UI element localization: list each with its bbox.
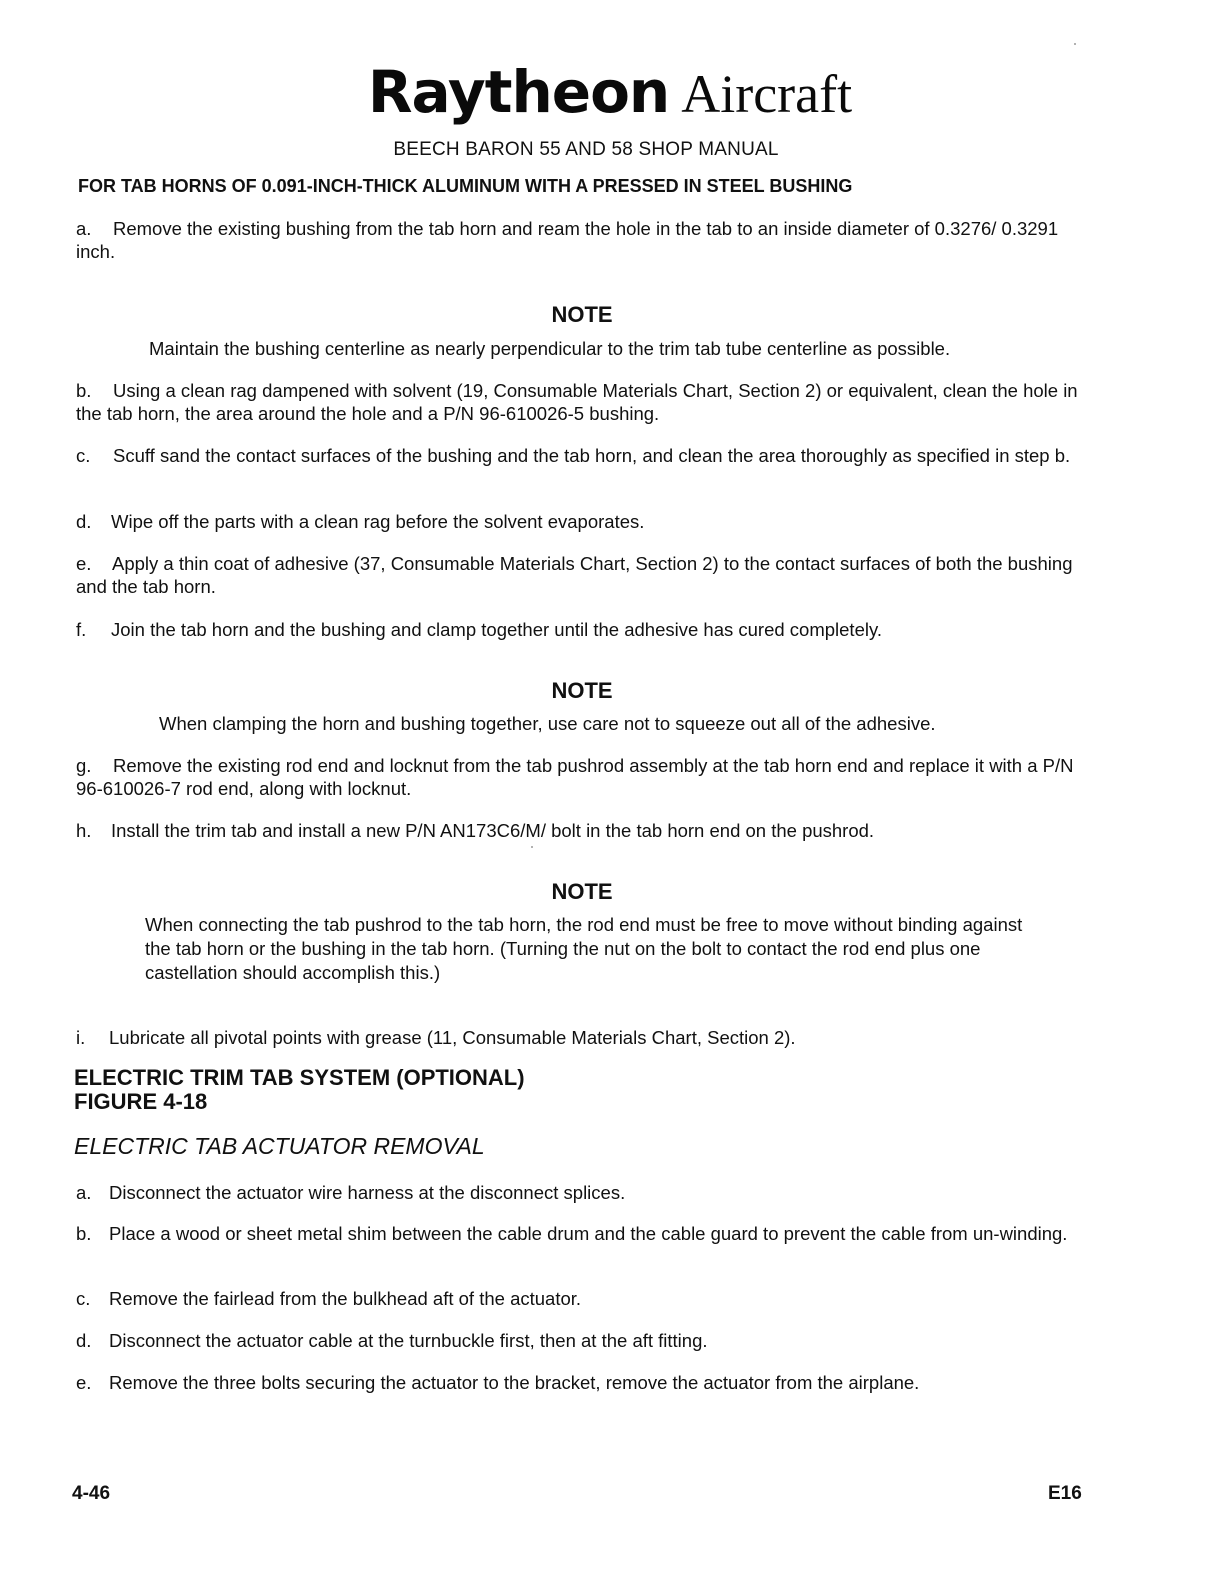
document-code: E16 xyxy=(1048,1483,1082,1504)
note-title-3: NOTE xyxy=(551,879,613,904)
removal-heading: ELECTRIC TAB ACTUATOR REMOVAL xyxy=(74,1133,485,1159)
step-f xyxy=(76,618,1086,641)
step-letter: e. xyxy=(76,553,92,574)
step-letter: b. xyxy=(76,380,92,401)
step-letter: i. xyxy=(76,1027,86,1048)
logo-word: Aircraft xyxy=(681,64,853,124)
scan-speck xyxy=(1074,43,1076,45)
step-b xyxy=(76,379,1086,425)
step-text: Lubricate all pivotal points with grease (11, Consumable Materials Chart, Section 2). xyxy=(109,1027,796,1048)
step-letter: h. xyxy=(76,820,92,841)
step-letter: a. xyxy=(76,1182,92,1203)
step-text: Remove the fairlead from the bulkhead aft of the actuator. xyxy=(109,1288,582,1309)
step-text: Using a clean rag dampened with solvent (19, Consumable Materials Chart, Section 2) or equivalent, clean the hole in the tab horn, the area around the hole and a P/N 96-610026-5 bushing. xyxy=(76,380,1078,424)
step-text: Wipe off the parts with a clean rag before the solvent evaporates. xyxy=(111,511,645,532)
step-text: Scuff sand the contact surfaces of the bushing and the tab horn, and clean the area thoroughly as specified in step b. xyxy=(113,445,1071,466)
section-heading: FOR TAB HORNS OF 0.091-INCH-THICK ALUMINUM WITH A PRESSED IN STEEL BUSHING xyxy=(78,176,853,196)
step-letter: g. xyxy=(76,755,92,776)
removal-step-c xyxy=(76,1287,1086,1310)
removal-step-e xyxy=(76,1371,1086,1394)
step-text: Apply a thin coat of adhesive (37, Consumable Materials Chart, Section 2) to the contact surfaces of both the bushing and the tab horn. xyxy=(76,553,1073,597)
system-heading-figure: FIGURE 4-18 xyxy=(74,1089,208,1114)
note-body-2: When clamping the horn and bushing together, use care not to squeeze out all of the adhesive. xyxy=(159,713,936,734)
removal-step-a xyxy=(76,1181,1086,1204)
system-heading xyxy=(74,1066,525,1114)
step-c xyxy=(76,444,1086,467)
note-title-1: NOTE xyxy=(551,302,613,327)
raytheon-aircraft-logo xyxy=(0,58,1220,126)
step-text: Remove the existing rod end and locknut from the tab pushrod assembly at the tab horn end and replace it with a P/N 96-610026-7 rod end, along with locknut. xyxy=(76,755,1074,799)
step-letter: d. xyxy=(76,511,92,532)
step-text: Join the tab horn and the bushing and clamp together until the adhesive has cured completely. xyxy=(111,619,882,640)
page-number: 4-46 xyxy=(72,1483,111,1504)
step-letter: e. xyxy=(76,1372,92,1393)
step-letter: d. xyxy=(76,1330,92,1351)
system-heading-title: ELECTRIC TRIM TAB SYSTEM (OPTIONAL) xyxy=(74,1065,525,1090)
step-text: Install the trim tab and install a new P/N AN173C6/M/ bolt in the tab horn end on the pushrod. xyxy=(111,820,875,841)
step-text: Disconnect the actuator wire harness at the disconnect splices. xyxy=(109,1182,626,1203)
step-text: Disconnect the actuator cable at the turnbuckle first, then at the aft fitting. xyxy=(109,1330,708,1351)
step-text: Remove the three bolts securing the actuator to the bracket, remove the actuator from the airplane. xyxy=(109,1372,920,1393)
step-e xyxy=(76,552,1086,598)
step-d xyxy=(76,510,1086,533)
scan-speck xyxy=(531,846,533,848)
step-letter: a. xyxy=(76,218,92,239)
note-title-2: NOTE xyxy=(551,678,613,703)
removal-step-d xyxy=(76,1329,1086,1352)
manual-title: BEECH BARON 55 AND 58 SHOP MANUAL xyxy=(393,139,779,160)
step-a xyxy=(76,217,1086,263)
step-text: Remove the existing bushing from the tab horn and ream the hole in the tab to an inside diameter of 0.3276/ 0.3291 inch. xyxy=(76,218,1059,262)
removal-step-b xyxy=(76,1222,1086,1245)
step-h xyxy=(76,819,1086,842)
step-letter: f. xyxy=(76,619,87,640)
step-i xyxy=(76,1026,1086,1049)
step-text: Place a wood or sheet metal shim between the cable drum and the cable guard to prevent the cable from un-winding. xyxy=(109,1223,1068,1244)
step-g xyxy=(76,754,1086,800)
note-body-3: When connecting the tab pushrod to the tab horn, the rod end must be free to move without binding against the tab horn or the bushing in the tab horn. (Turning the nut on the bolt to contact the rod end plus one castellation should accomplish this.) xyxy=(145,914,1023,983)
step-letter: b. xyxy=(76,1223,92,1244)
step-letter: c. xyxy=(76,1288,91,1309)
logo-brand: Raytheon xyxy=(367,58,670,126)
step-letter: c. xyxy=(76,445,91,466)
note-body-1: Maintain the bushing centerline as nearly perpendicular to the trim tab tube centerline as possible. xyxy=(149,338,951,359)
